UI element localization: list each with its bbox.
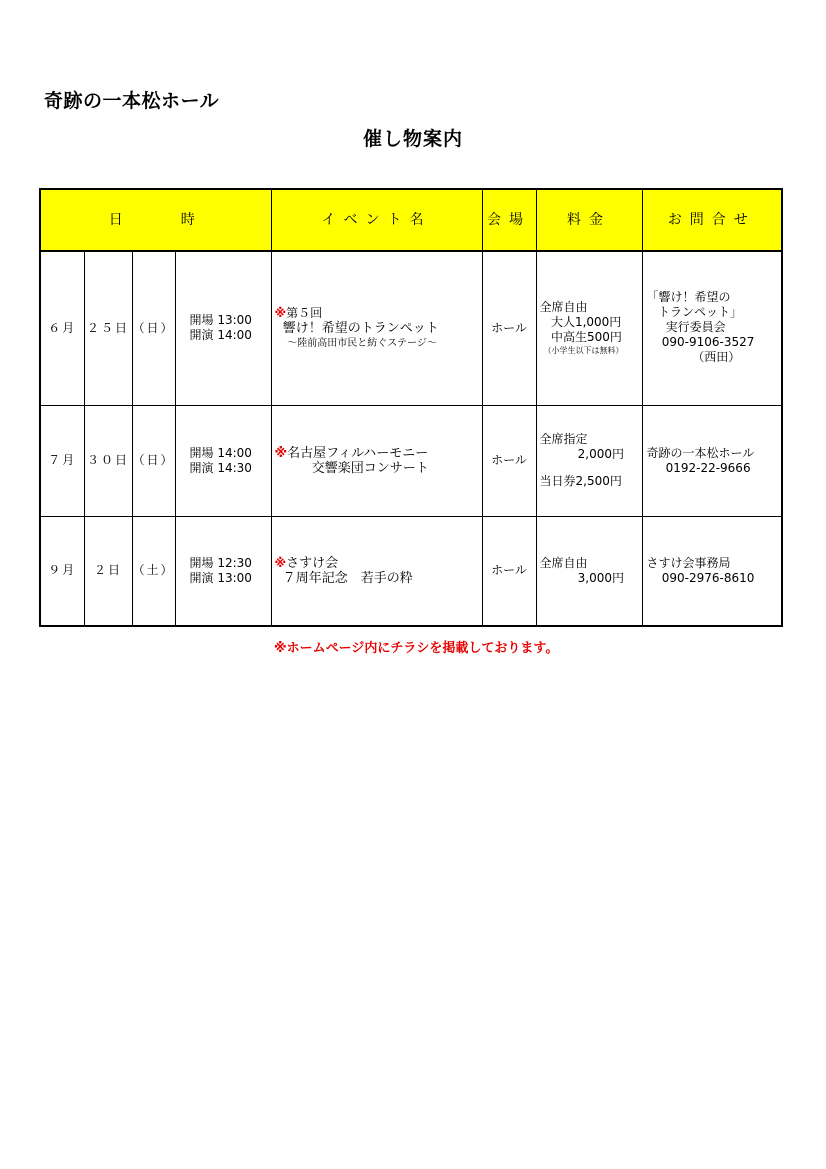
day-cell: ２日	[84, 516, 132, 626]
time-cell	[175, 405, 271, 516]
month-cell: ９月	[40, 516, 84, 626]
contact-phone: 090-9106-3527	[646, 335, 755, 349]
fee-cell	[536, 405, 642, 516]
contact-cell	[642, 251, 782, 405]
contact-cell	[642, 405, 782, 516]
flyer-notice: ※ホームページ内にチラシを掲載しております。	[274, 641, 559, 656]
fee-cell	[536, 251, 642, 405]
fee-adult: 大人1,000円	[539, 315, 622, 330]
event-subtitle: 交響楽団コンサート	[274, 460, 429, 476]
fee-note: （小学生以下は無料）	[543, 346, 624, 356]
event-subtitle: 響け！希望のトランペット	[274, 320, 439, 336]
header-event: イベント名	[271, 189, 482, 251]
event-cell	[271, 405, 482, 516]
open-time: 開場 13:00	[189, 313, 252, 328]
month-cell: ７月	[40, 405, 84, 516]
time-cell	[175, 516, 271, 626]
fee-student: 中高生500円	[539, 330, 622, 345]
table-header-row	[40, 189, 782, 251]
fee-type: 全席自由	[539, 555, 588, 570]
time-cell	[175, 251, 271, 405]
contact-person: （西田）	[646, 350, 741, 364]
document-title: 催し物案内	[362, 128, 463, 150]
event-schedule-table	[39, 188, 783, 627]
event-title: 名古屋フィルハーモニー	[287, 445, 429, 461]
header-contact: お問合せ	[642, 189, 782, 251]
table-row	[40, 516, 782, 626]
fee-cell	[536, 516, 642, 626]
start-time: 開演 13:00	[189, 570, 252, 585]
start-time: 開演 14:30	[189, 460, 252, 475]
weekday-cell: （日）	[132, 405, 175, 516]
note-mark: ※	[274, 305, 287, 320]
weekday-cell: （日）	[132, 251, 175, 405]
room-cell: ホール	[482, 405, 536, 516]
contact-line: トランペット」	[646, 305, 742, 319]
header-date-char: 日	[108, 211, 131, 228]
event-cell	[271, 516, 482, 626]
weekday-cell: （土）	[132, 516, 175, 626]
table-row	[40, 405, 782, 516]
venue-title: 奇跡の一本松ホール	[44, 90, 220, 112]
fee-door-price: 当日券2,500円	[539, 474, 622, 488]
contact-phone: 0192-22-9666	[646, 460, 751, 475]
contact-phone: 090-2976-8610	[646, 570, 755, 585]
contact-line: 奇跡の一本松ホール	[646, 445, 755, 460]
header-fee: 料金	[536, 189, 642, 251]
contact-line: 実行委員会	[646, 320, 726, 334]
event-subtitle: ７周年記念 若手の粋	[274, 570, 413, 586]
contact-cell	[642, 516, 782, 626]
room-cell: ホール	[482, 251, 536, 405]
table-row	[40, 251, 782, 405]
month-cell: ６月	[40, 251, 84, 405]
day-cell: ３０日	[84, 405, 132, 516]
event-title: さすけ会	[286, 555, 339, 571]
header-time-char: 時	[180, 211, 203, 228]
open-time: 開場 12:30	[189, 555, 252, 570]
fee-type: 全席指定	[539, 432, 588, 446]
fee-type: 全席自由	[539, 300, 588, 315]
fee-price: 3,000円	[539, 570, 624, 585]
contact-line: さすけ会事務局	[646, 555, 731, 570]
open-time: 開場 14:00	[189, 445, 252, 460]
day-cell: ２５日	[84, 251, 132, 405]
header-room: 会場	[482, 189, 536, 251]
start-time: 開演 14:00	[189, 328, 252, 343]
contact-line: 「響け！希望の	[646, 290, 731, 304]
event-cell	[271, 251, 482, 405]
event-title: 第５回	[286, 305, 323, 320]
header-datetime	[40, 189, 271, 251]
note-mark: ※	[274, 555, 287, 570]
event-tagline: ～陸前高田市民と紡ぐステージ～	[274, 337, 437, 349]
room-cell: ホール	[482, 516, 536, 626]
fee-price: 2,000円	[539, 447, 624, 461]
note-mark: ※	[274, 445, 288, 461]
